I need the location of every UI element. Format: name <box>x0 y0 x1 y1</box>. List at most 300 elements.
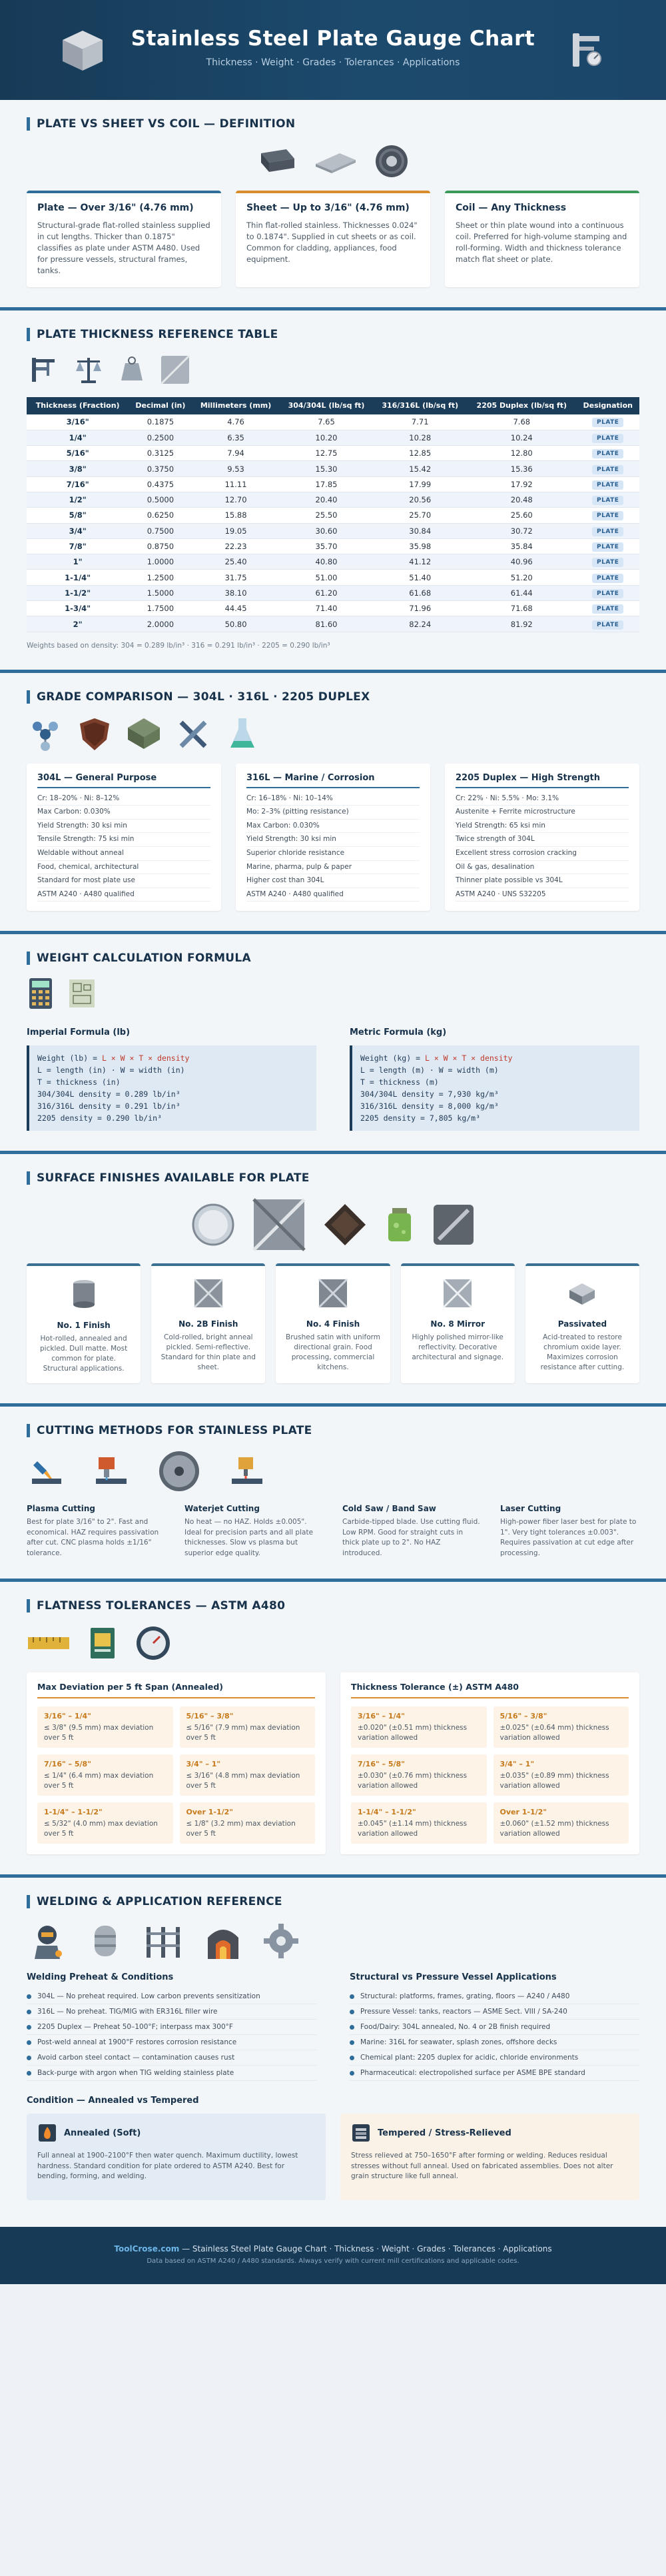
list-item <box>27 2020 316 2035</box>
designation-badge: PLATE <box>592 542 623 552</box>
cross-plate-icon <box>193 1278 224 1309</box>
condition-title: Condition — Annealed vs Tempered <box>27 2096 199 2106</box>
tolerance-item <box>494 1706 629 1748</box>
cutting-icons <box>27 1449 639 1493</box>
designation-badge: PLATE <box>592 574 623 583</box>
tolerance-range: 3/16" – 1/4" <box>44 1712 91 1721</box>
designation-badge: PLATE <box>592 480 623 490</box>
footer-brand-link[interactable]: ToolCrose.com <box>114 2244 180 2254</box>
tolerance-item <box>37 1706 173 1748</box>
designation-cell <box>576 476 639 492</box>
table-cell: 81.60 <box>280 616 374 632</box>
finish-text: Brushed satin with uniform directional grain. Food processing, commercial kitchens. <box>285 1333 381 1372</box>
preheat-conditions <box>27 1972 316 2081</box>
cutting-method-title: Plasma Cutting <box>27 1504 95 1514</box>
table-cell: 61.68 <box>373 585 467 600</box>
tolerance-range: 1-1/4" – 1-1/2" <box>358 1808 416 1817</box>
table-cell: 10.20 <box>280 430 374 445</box>
designation-cell <box>576 570 639 585</box>
table-cell: 61.44 <box>467 585 576 600</box>
designation-cell <box>576 492 639 507</box>
page-footer <box>0 2227 666 2284</box>
list-item <box>350 2020 639 2035</box>
card-title: Coil — Any Thickness <box>456 203 567 213</box>
page-header <box>0 0 666 100</box>
tolerance-item <box>180 1754 316 1796</box>
coil-icon <box>373 143 410 180</box>
formula-lead: Weight (lb) = <box>37 1053 102 1063</box>
flask-icon <box>224 716 261 753</box>
pressure-vessel-icon <box>88 1920 123 1962</box>
molecule-icon <box>27 716 64 753</box>
bullet-icon <box>27 2025 31 2030</box>
welder-icon <box>27 1920 68 1962</box>
table-cell: 1/4" <box>27 430 129 445</box>
weight-title: WEIGHT CALCULATION FORMULA <box>27 952 639 965</box>
grade-props-list <box>37 792 210 902</box>
finish-text: Cold-rolled, bright anneal pickled. Semi-reflective. Standard for thin plate and sheet. <box>161 1333 256 1372</box>
column-header: Designation <box>576 397 639 414</box>
formula-line: 2205 density = 0.290 lb/in³ <box>37 1113 162 1123</box>
list-item <box>350 2004 639 2020</box>
plasma-torch-icon <box>27 1452 65 1491</box>
list-item: Cr: 16–18% · Ni: 10–14% <box>246 792 420 806</box>
tolerance-range: 7/16" – 5/8" <box>358 1760 405 1769</box>
flatness-panel-title: Thickness Tolerance (±) ASTM A480 <box>351 1682 629 1698</box>
table-cell: 25.40 <box>192 554 279 570</box>
bullet-icon <box>350 1994 354 1999</box>
table-cell: 0.3750 <box>129 461 192 476</box>
finish-card-no4 <box>276 1263 390 1383</box>
list-item-text: Marine: 316L for seawater, splash zones, offshore decks <box>360 2038 557 2047</box>
bullet-icon <box>350 2071 354 2076</box>
table-cell: 17.99 <box>373 476 467 492</box>
table-row <box>27 508 639 523</box>
card-text: Structural-grade flat-rolled stainless supplied in cut lengths. Thicker than 0.1875" classifies as plate under ASTM A480. Used for pressure vessels, structural frames, tanks. <box>37 221 210 275</box>
gear-icon <box>262 1922 300 1960</box>
list-item-text: 304L — No preheat required. Low carbon prevents sensitization <box>37 1992 260 2001</box>
welding-icons <box>27 1920 639 1962</box>
flatness-icons <box>27 1624 639 1662</box>
formula-line: L = length (in) · W = width (in) <box>37 1065 185 1075</box>
column-header: 304/304L (lb/sq ft) <box>280 397 374 414</box>
table-cell: 25.60 <box>467 508 576 523</box>
table-cell: 38.10 <box>192 585 279 600</box>
list-item-text: 2205 Duplex — Preheat 50–100°F; interpass max 300°F <box>37 2023 233 2032</box>
table-cell: 0.3125 <box>129 446 192 461</box>
page-title: Stainless Steel Plate Gauge Chart <box>131 27 535 51</box>
table-cell: 1" <box>27 554 129 570</box>
tolerance-item <box>494 1754 629 1796</box>
table-cell: 11.11 <box>192 476 279 492</box>
table-cell: 1.5000 <box>129 585 192 600</box>
table-cell: 51.00 <box>280 570 374 585</box>
thickness-tolerance-panel <box>340 1672 639 1854</box>
table-cell: 25.70 <box>373 508 467 523</box>
table-row <box>27 538 639 554</box>
list-item: Marine, pharma, pulp & paper <box>246 861 420 875</box>
designation-badge: PLATE <box>592 418 623 427</box>
bullet-icon <box>27 2056 31 2060</box>
tolerance-desc: ≤ 1/8" (3.2 mm) max deviation over 5 ft <box>186 1820 296 1838</box>
tolerance-range: 5/16" – 3/8" <box>500 1712 547 1721</box>
table-cell: 7/16" <box>27 476 129 492</box>
formula-line: 316/316L density = 8,000 kg/m³ <box>360 1101 499 1111</box>
table-cell: 4.76 <box>192 414 279 430</box>
tolerance-desc: ≤ 3/8" (9.5 mm) max deviation over 5 ft <box>44 1724 154 1742</box>
tolerance-desc: ≤ 1/4" (6.4 mm) max deviation over 5 ft <box>44 1772 154 1790</box>
list-item: Higher cost than 304L <box>246 874 420 888</box>
tolerance-item <box>494 1802 629 1844</box>
table-cell: 3/4" <box>27 523 129 538</box>
list-item: Twice strength of 304L <box>456 833 629 847</box>
column-header: Decimal (in) <box>129 397 192 414</box>
plate-definition-card <box>27 191 221 287</box>
grade-card-title: 316L — Marine / Corrosion <box>246 773 420 788</box>
table-cell: 20.56 <box>373 492 467 507</box>
cutting-method-text: Carbide-tipped blade. Use cutting fluid. Low RPM. Good for straight cuts in thick plate up to 2". No HAZ introduced. <box>342 1518 480 1557</box>
structure-icon <box>143 1920 184 1962</box>
table-cell: 31.75 <box>192 570 279 585</box>
calipers-icon <box>27 354 60 386</box>
formula-line: 304/304L density = 7,930 kg/m³ <box>360 1089 499 1099</box>
list-item-text: Post-weld anneal at 1900°F restores corrosion resistance <box>37 2038 237 2047</box>
cutting-method-plasma <box>27 1504 166 1559</box>
table-cell: 51.20 <box>467 570 576 585</box>
list-item: Yield Strength: 30 ksi min <box>246 833 420 847</box>
finish-text: Hot-rolled, annealed and pickled. Dull matte. Most common for plate. Structural applications. <box>40 1335 128 1373</box>
table-cell: 12.85 <box>373 446 467 461</box>
cross-plate-icon <box>318 1278 348 1309</box>
list-item <box>350 2035 639 2050</box>
table-cell: 0.5000 <box>129 492 192 507</box>
welding-title: WELDING & APPLICATION REFERENCE <box>27 1895 639 1908</box>
table-cell: 35.98 <box>373 538 467 554</box>
bullet-icon <box>350 2025 354 2030</box>
designation-cell <box>576 508 639 523</box>
definition-title: PLATE VS SHEET VS COIL — DEFINITION <box>27 117 639 131</box>
grade-card-2205 <box>445 764 639 912</box>
table-cell: 61.20 <box>280 585 374 600</box>
table-cell: 35.84 <box>467 538 576 554</box>
table-cell: 0.1875 <box>129 414 192 430</box>
table-row <box>27 523 639 538</box>
grade-card-316l <box>236 764 430 912</box>
designation-cell <box>576 446 639 461</box>
finish-text: Highly polished mirror-like reflectivity. Decorative architectural and signage. <box>412 1333 504 1362</box>
plate-stack-icon <box>351 2123 371 2143</box>
list-item: Austenite + Ferrite microstructure <box>456 806 629 820</box>
table-cell: 22.23 <box>192 538 279 554</box>
flatness-section <box>0 1582 666 1878</box>
tolerance-item <box>351 1706 487 1748</box>
column-header: Thickness (Fraction) <box>27 397 129 414</box>
table-cell: 71.40 <box>280 601 374 616</box>
list-item: Thinner plate possible vs 304L <box>456 874 629 888</box>
table-row <box>27 461 639 476</box>
tempered-title: Tempered / Stress-Relieved <box>378 2128 511 2138</box>
grade-card-title: 304L — General Purpose <box>37 773 210 788</box>
cube-icon <box>567 1278 597 1309</box>
shield-icon <box>76 716 113 753</box>
list-item-text: Pharmaceutical: electropolished surface per ASME BPE standard <box>360 2069 585 2078</box>
cutting-method-text: High-power fiber laser best for plate to 1". Very tight tolerances ±0.003". Requires passivation at cut edge after processing. <box>500 1518 637 1557</box>
cutting-section <box>0 1407 666 1582</box>
card-title: Sheet — Up to 3/16" (4.76 mm) <box>246 203 410 213</box>
list-item-text: Food/Dairy: 304L annealed, No. 4 or 2B finish required <box>360 2023 551 2032</box>
footer-line-2: Data based on ASTM A240 / A480 standards. Always verify with current mill certifications and applicable codes. <box>147 2257 519 2265</box>
list-item: ASTM A240 · A480 qualified <box>37 888 210 902</box>
cutting-method-waterjet <box>184 1504 324 1559</box>
table-cell: 15.36 <box>467 461 576 476</box>
formula-line: T = thickness (m) <box>360 1077 439 1087</box>
saw-blade-icon <box>157 1449 201 1493</box>
tempered-text: Stress relieved at 750–1650°F after forming or welding. Reduces residual stresses without full anneal. Used on fabricated assemblies. Does not alter grain structure like full anneal. <box>351 2152 613 2181</box>
brushed-square-icon <box>251 1197 307 1253</box>
tolerance-item <box>37 1754 173 1796</box>
footer-text: — Stainless Steel Plate Gauge Chart · Thickness · Weight · Grades · Tolerances · Applications <box>179 2244 552 2254</box>
cutting-method-text: Best for plate 3/16" to 2". Fast and economical. HAZ requires passivation after cut. CNC plasma holds ±1/16" tolerance. <box>27 1518 159 1557</box>
textured-plate-icon <box>322 1201 368 1248</box>
table-cell: 20.48 <box>467 492 576 507</box>
list-item: Weldable without anneal <box>37 847 210 861</box>
designation-cell <box>576 461 639 476</box>
table-cell: 6.35 <box>192 430 279 445</box>
table-cell: 82.24 <box>373 616 467 632</box>
table-cell: 71.68 <box>467 601 576 616</box>
table-cell: 71.96 <box>373 601 467 616</box>
table-header-row <box>27 397 639 414</box>
designation-badge: PLATE <box>592 449 623 458</box>
designation-cell <box>576 414 639 430</box>
table-cell: 41.12 <box>373 554 467 570</box>
finish-card-no1 <box>27 1263 141 1383</box>
finish-icons <box>27 1197 639 1253</box>
annealed-title: Annealed (Soft) <box>64 2128 141 2138</box>
thickness-icons <box>27 353 639 386</box>
grade-card-title: 2205 Duplex — High Strength <box>456 773 629 788</box>
sheet-icon <box>312 144 358 179</box>
list-item: Cr: 22% · Ni: 5.5% · Mo: 3.1% <box>456 792 629 806</box>
designation-badge: PLATE <box>592 604 623 614</box>
formula-expression: L × W × T × density <box>101 1053 190 1063</box>
cross-plate-icon <box>442 1278 473 1309</box>
waterjet-icon <box>92 1452 131 1491</box>
table-cell: 40.80 <box>280 554 374 570</box>
table-cell: 5/8" <box>27 508 129 523</box>
tools-icon <box>174 716 212 753</box>
tolerance-range: Over 1-1/2" <box>500 1808 547 1817</box>
table-cell: 2" <box>27 616 129 632</box>
grade-title: GRADE COMPARISON — 304L · 316L · 2205 DUPLEX <box>27 690 639 704</box>
imperial-formula-code <box>27 1045 316 1131</box>
cutting-method-text: No heat — no HAZ. Holds ±0.005". Ideal for precision parts and all plate thicknesses. Slow vs plasma but superior edge quality. <box>184 1518 314 1557</box>
table-cell: 1-3/4" <box>27 601 129 616</box>
card-text: Sheet or thin plate wound into a continuous coil. Preferred for high-volume stamping and roll-forming. Width and thickness tolerance match flat sheet or plate. <box>456 221 627 264</box>
finish-text: Acid-treated to restore chromium oxide layer. Maximizes corrosion resistance after cutting. <box>540 1333 625 1372</box>
table-cell: 3/16" <box>27 414 129 430</box>
table-cell: 1-1/2" <box>27 585 129 600</box>
table-cell: 35.70 <box>280 538 374 554</box>
table-cell: 17.92 <box>467 476 576 492</box>
flatness-panel-title: Max Deviation per 5 ft Span (Annealed) <box>37 1682 315 1698</box>
thickness-title: PLATE THICKNESS REFERENCE TABLE <box>27 328 639 341</box>
list-item: Yield Strength: 30 ksi min <box>37 820 210 834</box>
designation-cell <box>576 616 639 632</box>
table-row <box>27 554 639 570</box>
table-cell: 5/16" <box>27 446 129 461</box>
table-cell: 12.80 <box>467 446 576 461</box>
designation-badge: PLATE <box>592 434 623 443</box>
sheet-definition-card <box>236 191 430 287</box>
spec-book-icon <box>88 1625 117 1661</box>
table-row <box>27 570 639 585</box>
list-item-text: Pressure Vessel: tanks, reactors — ASME Sect. VIII / SA-240 <box>360 2008 567 2016</box>
table-cell: 7.71 <box>373 414 467 430</box>
list-item <box>27 2035 316 2050</box>
table-cell: 15.42 <box>373 461 467 476</box>
table-row <box>27 601 639 616</box>
finish-title: No. 8 Mirror <box>430 1319 486 1329</box>
table-cell: 50.80 <box>192 616 279 632</box>
weld-col-title: Welding Preheat & Conditions <box>27 1972 174 1983</box>
tolerance-desc: ≤ 5/16" (7.9 mm) max deviation over 5 ft <box>186 1724 300 1742</box>
designation-badge: PLATE <box>592 511 623 520</box>
table-cell: 44.45 <box>192 601 279 616</box>
grade-card-304l <box>27 764 221 912</box>
list-item-text: Chemical plant: 2205 duplex for acidic, chloride environments <box>360 2054 579 2062</box>
table-row <box>27 430 639 445</box>
designation-cell <box>576 430 639 445</box>
list-item: Max Carbon: 0.030% <box>37 806 210 820</box>
list-item: Superior chloride resistance <box>246 847 420 861</box>
table-cell: 30.84 <box>373 523 467 538</box>
density-footnote: Weights based on density: 304 = 0.289 lb/in³ · 316 = 0.291 lb/in³ · 2205 = 0.290 lb/in³ <box>27 641 330 650</box>
applications <box>350 1972 639 2081</box>
list-item <box>350 1989 639 2004</box>
cylinder-icon <box>71 1278 97 1310</box>
definition-icons <box>27 143 639 180</box>
list-item: Mo: 2–3% (pitting resistance) <box>246 806 420 820</box>
table-cell: 1-1/4" <box>27 570 129 585</box>
list-item <box>27 2066 316 2081</box>
tolerance-item <box>180 1802 316 1844</box>
coil-definition-card <box>445 191 639 287</box>
grating-icon <box>125 716 163 753</box>
calculator-icon <box>27 977 55 1010</box>
tolerance-item <box>351 1754 487 1796</box>
polished-disc-icon <box>190 1201 236 1248</box>
finish-title: No. 4 Finish <box>306 1319 360 1329</box>
flatness-deviation-panel <box>27 1672 326 1854</box>
annealed-card <box>27 2114 326 2200</box>
designation-badge: PLATE <box>592 496 623 505</box>
column-header: 316/316L (lb/sq ft) <box>373 397 467 414</box>
finish-card-no2b <box>151 1263 265 1383</box>
tolerance-range: 7/16" – 5/8" <box>44 1760 91 1769</box>
tolerance-range: Over 1-1/2" <box>186 1808 234 1817</box>
table-cell: 1.0000 <box>129 554 192 570</box>
tolerance-desc: ±0.030" (±0.76 mm) thickness variation allowed <box>358 1772 468 1790</box>
ruler-icon <box>27 1633 71 1653</box>
table-cell: 9.53 <box>192 461 279 476</box>
bullet-icon <box>350 2056 354 2060</box>
finish-title: No. 1 Finish <box>57 1321 111 1331</box>
tolerance-item <box>37 1802 173 1844</box>
weld-col-title: Structural vs Pressure Vessel Applications <box>350 1972 557 1983</box>
cutting-method-title: Waterjet Cutting <box>184 1504 260 1514</box>
table-cell: 12.75 <box>280 446 374 461</box>
imperial-formula-title: Imperial Formula (lb) <box>27 1027 131 1038</box>
table-cell: 0.8750 <box>129 538 192 554</box>
finish-card-passivated <box>525 1263 639 1383</box>
finish-card-no8 <box>401 1263 515 1383</box>
table-body <box>27 414 639 632</box>
tolerance-desc: ±0.020" (±0.51 mm) thickness variation allowed <box>358 1724 468 1742</box>
caliper-icon <box>561 28 607 71</box>
tolerance-grid <box>351 1706 629 1844</box>
list-item: ASTM A240 · UNS S32205 <box>456 888 629 902</box>
thickness-section <box>0 311 666 673</box>
table-cell: 0.6250 <box>129 508 192 523</box>
cutting-method-saw <box>342 1504 482 1559</box>
list-item-text: Avoid carbon steel contact — contamination causes rust <box>37 2054 235 2062</box>
table-cell: 30.72 <box>467 523 576 538</box>
list-item: Excellent stress corrosion cracking <box>456 847 629 861</box>
table-row <box>27 476 639 492</box>
table-cell: 7.94 <box>192 446 279 461</box>
table-cell: 25.50 <box>280 508 374 523</box>
preheat-list <box>27 1989 316 2081</box>
finish-title: No. 2B Finish <box>178 1319 238 1329</box>
laser-cutter-icon <box>228 1452 266 1491</box>
thickness-table <box>27 397 639 632</box>
metric-formula-code <box>350 1045 639 1131</box>
table-cell: 15.30 <box>280 461 374 476</box>
list-item-text: Structural: platforms, frames, grating, floors — A240 / A480 <box>360 1992 570 2001</box>
designation-badge: PLATE <box>592 620 623 630</box>
grade-props-list <box>246 792 420 902</box>
definition-section <box>0 100 666 311</box>
tolerance-item <box>180 1706 316 1748</box>
metal-sheet-icon <box>159 353 192 386</box>
column-header: Millimeters (mm) <box>192 397 279 414</box>
table-cell: 12.70 <box>192 492 279 507</box>
tempered-card <box>340 2114 639 2200</box>
table-cell: 1.2500 <box>129 570 192 585</box>
table-cell: 7.68 <box>467 414 576 430</box>
tolerance-range: 1-1/4" – 1-1/2" <box>44 1808 103 1817</box>
flame-icon <box>37 2123 57 2143</box>
card-text: Thin flat-rolled stainless. Thicknesses 0.024" to 0.1874". Supplied in cut sheets or as coil. Common for cladding, appliances, food equipment. <box>246 221 418 264</box>
metric-formula-title: Metric Formula (kg) <box>350 1027 447 1038</box>
annealed-text: Full anneal at 1900–2100°F then water quench. Maximum ductility, lowest hardness. Standard condition for plate ordered to ASTM A240. Best for bending, forming, and welding. <box>37 2152 298 2181</box>
tolerance-desc: ±0.060" (±1.52 mm) thickness variation allowed <box>500 1820 609 1838</box>
designation-badge: PLATE <box>592 589 623 598</box>
card-title: Plate — Over 3/16" (4.76 mm) <box>37 203 194 213</box>
table-cell: 7.65 <box>280 414 374 430</box>
table-cell: 17.85 <box>280 476 374 492</box>
bullet-icon <box>27 2010 31 2014</box>
mirror-square-icon <box>431 1202 476 1247</box>
plate-icon <box>256 144 297 179</box>
designation-badge: PLATE <box>592 558 623 567</box>
furnace-icon <box>204 1920 242 1962</box>
designation-cell <box>576 601 639 616</box>
table-cell: 0.7500 <box>129 523 192 538</box>
bullet-icon <box>350 2010 354 2014</box>
tolerance-range: 3/4" – 1" <box>500 1760 535 1769</box>
